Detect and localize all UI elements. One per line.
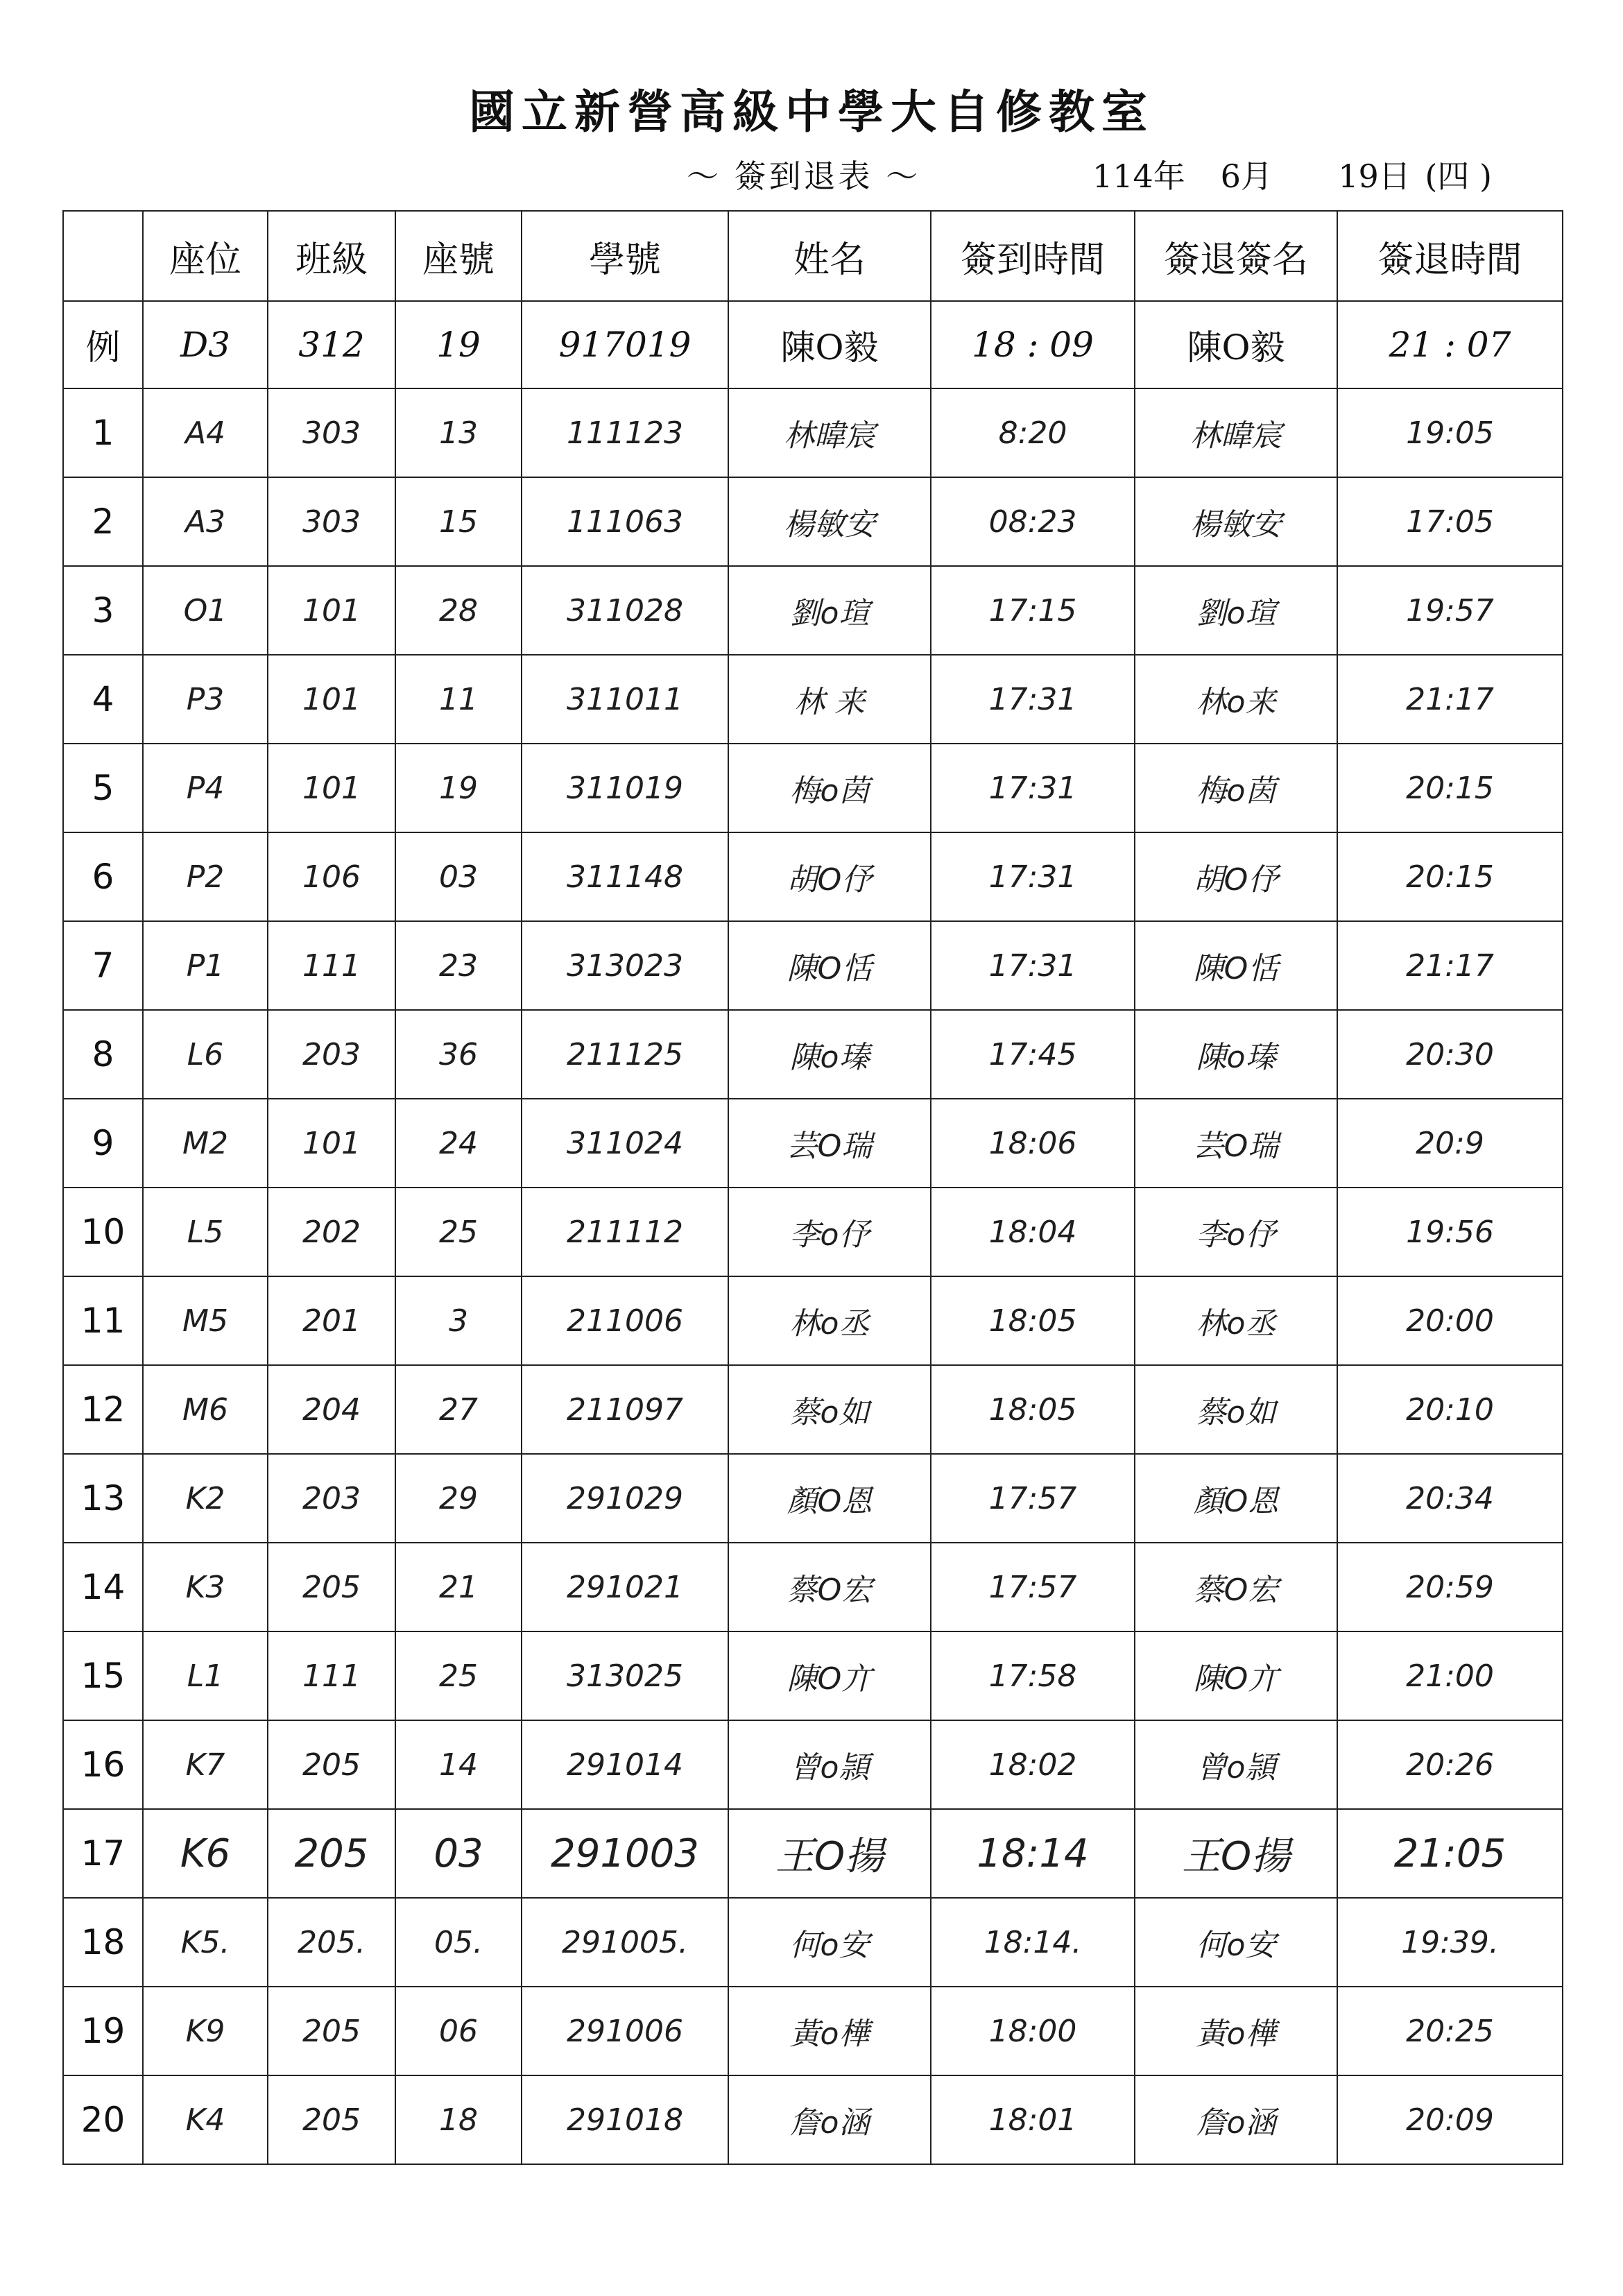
sign-out-name-cell: 陳o瑧: [1135, 1010, 1337, 1099]
seat-no-cell: 03: [395, 832, 522, 921]
sign-in-time-cell: 08:23: [931, 477, 1135, 566]
seat-no-cell: 06: [395, 1987, 522, 2075]
col-header-seat: 座位: [143, 211, 268, 301]
seat-no-cell: 25: [395, 1188, 522, 1276]
class-cell: 101: [268, 1099, 395, 1188]
example-sign-out-time: 21 : 07: [1337, 301, 1563, 388]
student-id-cell: 111063: [522, 477, 728, 566]
col-header-class: 班級: [268, 211, 395, 301]
table-row: [63, 1365, 1563, 1454]
sign-out-name-cell: 詹o涵: [1135, 2075, 1337, 2164]
class-cell: 303: [268, 477, 395, 566]
table-row: [63, 655, 1563, 744]
class-cell: 101: [268, 744, 395, 832]
example-class: 312: [268, 301, 395, 388]
name-cell: 王O揚: [728, 1809, 931, 1898]
seat-no-cell: 29: [395, 1454, 522, 1543]
seat-no-cell: 3: [395, 1276, 522, 1365]
seat-no-cell: 05.: [395, 1898, 522, 1987]
seat-cell: K7: [143, 1720, 268, 1809]
sign-out-time-cell: 20:34: [1337, 1454, 1563, 1543]
seat-no-cell: 36: [395, 1010, 522, 1099]
student-id-cell: 311028: [522, 566, 728, 655]
sign-out-name-cell: 黃o樺: [1135, 1987, 1337, 2075]
sign-in-time-cell: 18:14: [931, 1809, 1135, 1898]
sign-out-name-cell: 何o安: [1135, 1898, 1337, 1987]
sign-out-name-cell: 芸O瑞: [1135, 1099, 1337, 1188]
student-id-cell: 211097: [522, 1365, 728, 1454]
class-cell: 205.: [268, 1898, 395, 1987]
sign-out-name-cell: 蔡O宏: [1135, 1543, 1337, 1631]
row-number: 6: [63, 832, 143, 921]
class-cell: 111: [268, 921, 395, 1010]
sign-out-name-cell: 王O揚: [1135, 1809, 1337, 1898]
name-cell: 林o丞: [728, 1276, 931, 1365]
row-number: 2: [63, 477, 143, 566]
table-row: [63, 744, 1563, 832]
sign-out-name-cell: 陳O恬: [1135, 921, 1337, 1010]
sign-out-time-cell: 20:10: [1337, 1365, 1563, 1454]
name-cell: 梅o茵: [728, 744, 931, 832]
seat-cell: K9: [143, 1987, 268, 2075]
row-number: 16: [63, 1720, 143, 1809]
table-row: [63, 1543, 1563, 1631]
seat-cell: O1: [143, 566, 268, 655]
seat-cell: L6: [143, 1010, 268, 1099]
name-cell: 詹o涵: [728, 2075, 931, 2164]
seat-cell: K6: [143, 1809, 268, 1898]
student-id-cell: 311148: [522, 832, 728, 921]
row-number: 8: [63, 1010, 143, 1099]
sign-out-time-cell: 19:05: [1337, 388, 1563, 477]
row-number: 10: [63, 1188, 143, 1276]
example-seat: D3: [143, 301, 268, 388]
row-number: 5: [63, 744, 143, 832]
student-id-cell: 211112: [522, 1188, 728, 1276]
student-id-cell: 291021: [522, 1543, 728, 1631]
table-row: [63, 388, 1563, 477]
sign-out-name-cell: 林o来: [1135, 655, 1337, 744]
page-title: 國立新營高級中學大自修教室: [469, 85, 1154, 139]
table-row: [63, 1809, 1563, 1898]
sign-out-time-cell: 20:15: [1337, 832, 1563, 921]
seat-cell: A3: [143, 477, 268, 566]
seat-cell: K2: [143, 1454, 268, 1543]
seat-cell: P4: [143, 744, 268, 832]
seat-no-cell: 25: [395, 1631, 522, 1720]
sign-out-name-cell: 胡O伃: [1135, 832, 1337, 921]
class-cell: 203: [268, 1010, 395, 1099]
col-header-sign-out-time: 簽退時間: [1337, 211, 1563, 301]
sign-out-time-cell: 20:25: [1337, 1987, 1563, 2075]
example-sign-in-time: 18 : 09: [931, 301, 1135, 388]
student-id-cell: 311011: [522, 655, 728, 744]
sign-in-time-cell: 18:01: [931, 2075, 1135, 2164]
class-cell: 205: [268, 1720, 395, 1809]
name-cell: 林 来: [728, 655, 931, 744]
col-header-sign-out-name: 簽退簽名: [1135, 211, 1337, 301]
header-row: [63, 211, 1563, 301]
sign-out-name-cell: 李o伃: [1135, 1188, 1337, 1276]
seat-cell: P1: [143, 921, 268, 1010]
sign-out-time-cell: 21:17: [1337, 921, 1563, 1010]
sign-out-name-cell: 陳O亣: [1135, 1631, 1337, 1720]
sign-out-time-cell: 17:05: [1337, 477, 1563, 566]
student-id-cell: 313023: [522, 921, 728, 1010]
date-line: [1092, 151, 1492, 197]
seat-no-cell: 19: [395, 744, 522, 832]
name-cell: 劉o瑄: [728, 566, 931, 655]
table-row: [63, 1720, 1563, 1809]
col-header-student-id: 學號: [522, 211, 728, 301]
seat-cell: P2: [143, 832, 268, 921]
student-id-cell: 291014: [522, 1720, 728, 1809]
sign-out-name-cell: 梅o茵: [1135, 744, 1337, 832]
sign-in-time-cell: 8:20: [931, 388, 1135, 477]
seat-cell: K3: [143, 1543, 268, 1631]
student-id-cell: 311024: [522, 1099, 728, 1188]
seat-no-cell: 27: [395, 1365, 522, 1454]
class-cell: 201: [268, 1276, 395, 1365]
sign-in-time-cell: 18:00: [931, 1987, 1135, 2075]
student-id-cell: 291029: [522, 1454, 728, 1543]
seat-no-cell: 03: [395, 1809, 522, 1898]
class-cell: 204: [268, 1365, 395, 1454]
sign-out-name-cell: 林o丞: [1135, 1276, 1337, 1365]
sign-out-time-cell: 21:17: [1337, 655, 1563, 744]
row-number: 1: [63, 388, 143, 477]
table-row: [63, 1631, 1563, 1720]
col-header-sign-in-time: 簽到時間: [931, 211, 1135, 301]
row-number: 11: [63, 1276, 143, 1365]
table-row: [63, 1454, 1563, 1543]
example-student-id: 917019: [522, 301, 728, 388]
row-number: 3: [63, 566, 143, 655]
col-header-name: 姓名: [728, 211, 931, 301]
row-number: 20: [63, 2075, 143, 2164]
table-row: [63, 477, 1563, 566]
class-cell: 205: [268, 2075, 395, 2164]
example-label: 例: [63, 301, 143, 388]
seat-no-cell: 18: [395, 2075, 522, 2164]
seat-no-cell: 23: [395, 921, 522, 1010]
seat-no-cell: 24: [395, 1099, 522, 1188]
name-cell: 陳o瑧: [728, 1010, 931, 1099]
sign-in-time-cell: 17:58: [931, 1631, 1135, 1720]
sign-in-time-cell: 17:31: [931, 921, 1135, 1010]
sign-in-time-cell: 18:04: [931, 1188, 1135, 1276]
student-id-cell: 291006: [522, 1987, 728, 2075]
sign-out-name-cell: 楊敏安: [1135, 477, 1337, 566]
date-weekday: (四 ): [1425, 157, 1492, 195]
sign-out-time-cell: 19:56: [1337, 1188, 1563, 1276]
class-cell: 303: [268, 388, 395, 477]
sign-in-time-cell: 17:15: [931, 566, 1135, 655]
seat-no-cell: 21: [395, 1543, 522, 1631]
seat-cell: K4: [143, 2075, 268, 2164]
seat-no-cell: 13: [395, 388, 522, 477]
table-row: [63, 1276, 1563, 1365]
sign-in-time-cell: 18:02: [931, 1720, 1135, 1809]
name-cell: 黃o樺: [728, 1987, 931, 2075]
sign-in-time-cell: 18:06: [931, 1099, 1135, 1188]
example-name: 陳O毅: [728, 301, 931, 388]
sign-out-name-cell: 顏O恩: [1135, 1454, 1337, 1543]
sign-in-out-table: [62, 210, 1563, 2165]
class-cell: 101: [268, 566, 395, 655]
sign-out-time-cell: 19:39.: [1337, 1898, 1563, 1987]
class-cell: 101: [268, 655, 395, 744]
name-cell: 楊敏安: [728, 477, 931, 566]
sign-out-name-cell: 林暐宸: [1135, 388, 1337, 477]
sign-out-name-cell: 蔡o如: [1135, 1365, 1337, 1454]
page-subtitle: 〜 簽到退表 〜: [687, 157, 921, 195]
student-id-cell: 211006: [522, 1276, 728, 1365]
sign-out-time-cell: 20:09: [1337, 2075, 1563, 2164]
sign-in-time-cell: 18:14.: [931, 1898, 1135, 1987]
row-number: 17: [63, 1809, 143, 1898]
row-number: 4: [63, 655, 143, 744]
name-cell: 何o安: [728, 1898, 931, 1987]
name-cell: 胡O伃: [728, 832, 931, 921]
class-cell: 202: [268, 1188, 395, 1276]
name-cell: 陳O亣: [728, 1631, 931, 1720]
sign-out-name-cell: 劉o瑄: [1135, 566, 1337, 655]
row-number: 9: [63, 1099, 143, 1188]
table-row: [63, 832, 1563, 921]
seat-no-cell: 14: [395, 1720, 522, 1809]
student-id-cell: 313025: [522, 1631, 728, 1720]
table-row: [63, 2075, 1563, 2164]
table-row: [63, 1010, 1563, 1099]
class-cell: 205: [268, 1809, 395, 1898]
sign-in-time-cell: 17:31: [931, 655, 1135, 744]
seat-cell: A4: [143, 388, 268, 477]
row-number: 14: [63, 1543, 143, 1631]
name-cell: 曾o頴: [728, 1720, 931, 1809]
class-cell: 205: [268, 1543, 395, 1631]
row-number: 13: [63, 1454, 143, 1543]
student-id-cell: 291018: [522, 2075, 728, 2164]
seat-no-cell: 28: [395, 566, 522, 655]
date-day: 19日: [1338, 157, 1411, 195]
col-header-index: [63, 211, 143, 301]
sign-out-time-cell: 20:9: [1337, 1099, 1563, 1188]
col-header-seat-no: 座號: [395, 211, 522, 301]
seat-cell: L1: [143, 1631, 268, 1720]
student-id-cell: 291005.: [522, 1898, 728, 1987]
class-cell: 111: [268, 1631, 395, 1720]
class-cell: 106: [268, 832, 395, 921]
table-row: [63, 1188, 1563, 1276]
seat-cell: K5.: [143, 1898, 268, 1987]
sign-in-time-cell: 17:31: [931, 832, 1135, 921]
row-number: 15: [63, 1631, 143, 1720]
date-month: 6月: [1220, 157, 1273, 195]
table-row: [63, 921, 1563, 1010]
date-year: 114年: [1092, 157, 1185, 195]
seat-no-cell: 15: [395, 477, 522, 566]
name-cell: 蔡o如: [728, 1365, 931, 1454]
example-sign-out-name: 陳O毅: [1135, 301, 1337, 388]
sign-out-name-cell: 曾o頴: [1135, 1720, 1337, 1809]
sign-out-time-cell: 20:26: [1337, 1720, 1563, 1809]
sign-in-time-cell: 17:31: [931, 744, 1135, 832]
sign-out-time-cell: 20:00: [1337, 1276, 1563, 1365]
example-row: [63, 301, 1563, 388]
class-cell: 205: [268, 1987, 395, 2075]
row-number: 7: [63, 921, 143, 1010]
sign-out-time-cell: 21:05: [1337, 1809, 1563, 1898]
table-row: [63, 566, 1563, 655]
sign-out-time-cell: 20:15: [1337, 744, 1563, 832]
sign-out-time-cell: 20:59: [1337, 1543, 1563, 1631]
sign-in-time-cell: 17:45: [931, 1010, 1135, 1099]
student-id-cell: 211125: [522, 1010, 728, 1099]
seat-cell: P3: [143, 655, 268, 744]
seat-cell: M2: [143, 1099, 268, 1188]
name-cell: 陳O恬: [728, 921, 931, 1010]
row-number: 12: [63, 1365, 143, 1454]
sign-in-time-cell: 17:57: [931, 1454, 1135, 1543]
student-id-cell: 291003: [522, 1809, 728, 1898]
name-cell: 顏O恩: [728, 1454, 931, 1543]
name-cell: 蔡O宏: [728, 1543, 931, 1631]
name-cell: 林暐宸: [728, 388, 931, 477]
sign-in-time-cell: 18:05: [931, 1276, 1135, 1365]
seat-cell: M5: [143, 1276, 268, 1365]
seat-cell: M6: [143, 1365, 268, 1454]
sign-in-time-cell: 17:57: [931, 1543, 1135, 1631]
seat-no-cell: 11: [395, 655, 522, 744]
row-number: 18: [63, 1898, 143, 1987]
sign-out-time-cell: 21:00: [1337, 1631, 1563, 1720]
table-row: [63, 1898, 1563, 1987]
example-seat-no: 19: [395, 301, 522, 388]
table-row: [63, 1987, 1563, 2075]
table-row: [63, 1099, 1563, 1188]
name-cell: 芸O瑞: [728, 1099, 931, 1188]
name-cell: 李o伃: [728, 1188, 931, 1276]
student-id-cell: 311019: [522, 744, 728, 832]
sign-out-time-cell: 19:57: [1337, 566, 1563, 655]
sign-in-time-cell: 18:05: [931, 1365, 1135, 1454]
row-number: 19: [63, 1987, 143, 2075]
sign-out-time-cell: 20:30: [1337, 1010, 1563, 1099]
student-id-cell: 111123: [522, 388, 728, 477]
seat-cell: L5: [143, 1188, 268, 1276]
class-cell: 203: [268, 1454, 395, 1543]
